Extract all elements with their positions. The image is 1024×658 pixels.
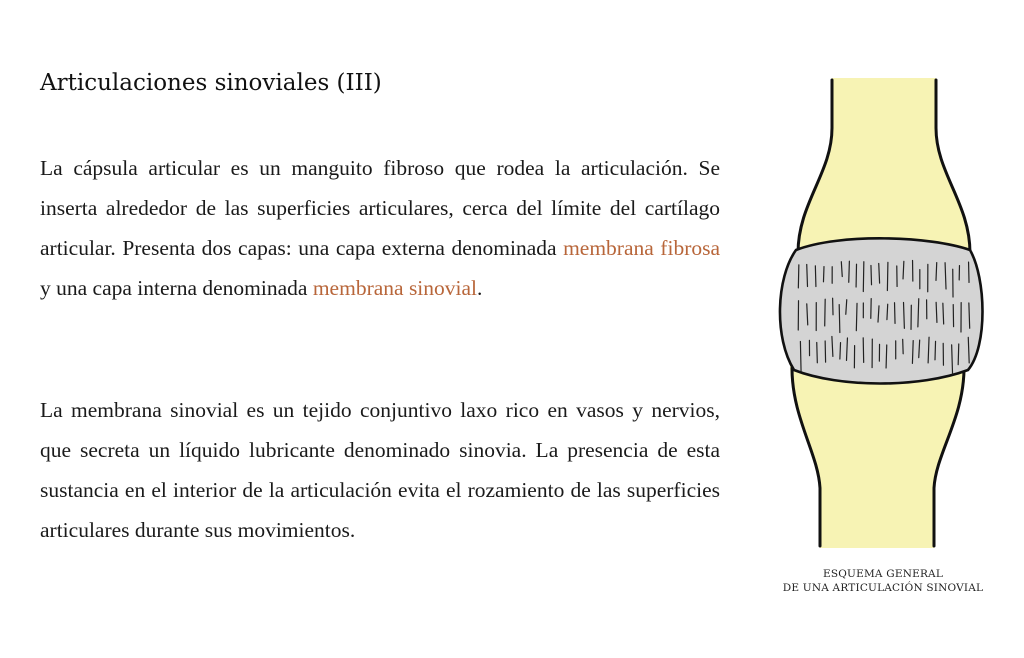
capsule-fiber [912, 341, 913, 364]
paragraph-text: . [477, 276, 483, 300]
page-title: Articulaciones sinoviales (III) [40, 70, 382, 96]
term-membrana-fibrosa: membrana fibrosa [563, 236, 721, 260]
capsule-fiber [807, 264, 808, 286]
paragraph-text: y una capa interna denominada [40, 276, 313, 300]
capsule-fiber [895, 303, 896, 324]
figure-caption [770, 567, 996, 595]
capsule-fiber [879, 264, 880, 284]
capsule-fiber [903, 261, 904, 279]
capsule-fiber [840, 343, 841, 359]
synovial-joint-diagram [770, 78, 990, 558]
capsule-fiber [886, 345, 887, 368]
capsule-fiber [887, 304, 888, 319]
capsule-fiber [823, 267, 824, 282]
paragraph-text: La cápsula articular es un manguito fibroso que rodea la articulación. Se inserta alrededor de las superficies articulares, cerca del límite del cartílago articular. Presenta dos capas: una capa externa denominada [40, 156, 720, 260]
lower-bone [790, 363, 966, 548]
capsule-fiber [815, 266, 816, 287]
capsule-fiber [936, 302, 937, 322]
capsule-fiber [887, 262, 888, 290]
capsule-fiber [943, 303, 944, 324]
capsule-fiber [969, 303, 970, 328]
capsule-fiber [798, 265, 799, 288]
capsule-fiber [849, 261, 850, 282]
capsule-fiber [839, 305, 840, 333]
capsule-fiber [800, 341, 801, 371]
paragraph-capsula [40, 148, 720, 308]
capsule-fiber [856, 303, 857, 330]
caption-line-1: ESQUEMA GENERAL [822, 568, 944, 580]
capsule-fiber [863, 262, 864, 292]
capsule-fiber [871, 265, 872, 284]
capsule-fiber [935, 341, 936, 359]
paragraph-membrana-sinovial: La membrana sinovial es un tejido conjuntivo laxo rico en vasos y nervios, que secreta un líquido lubricante denominado sinovia. La presencia de esta sustancia en el interior de la articulación evita el rozamiento de las superficies articulares durante sus movimientos. [40, 398, 720, 542]
caption-line-2: DE UNA ARTICULACIÓN SINOVIAL [782, 582, 984, 594]
capsule-fiber [958, 344, 959, 365]
capsule-fiber [817, 343, 818, 363]
capsule-fiber [936, 263, 937, 281]
term-membrana-sinovial: membrana sinovial [312, 276, 478, 300]
